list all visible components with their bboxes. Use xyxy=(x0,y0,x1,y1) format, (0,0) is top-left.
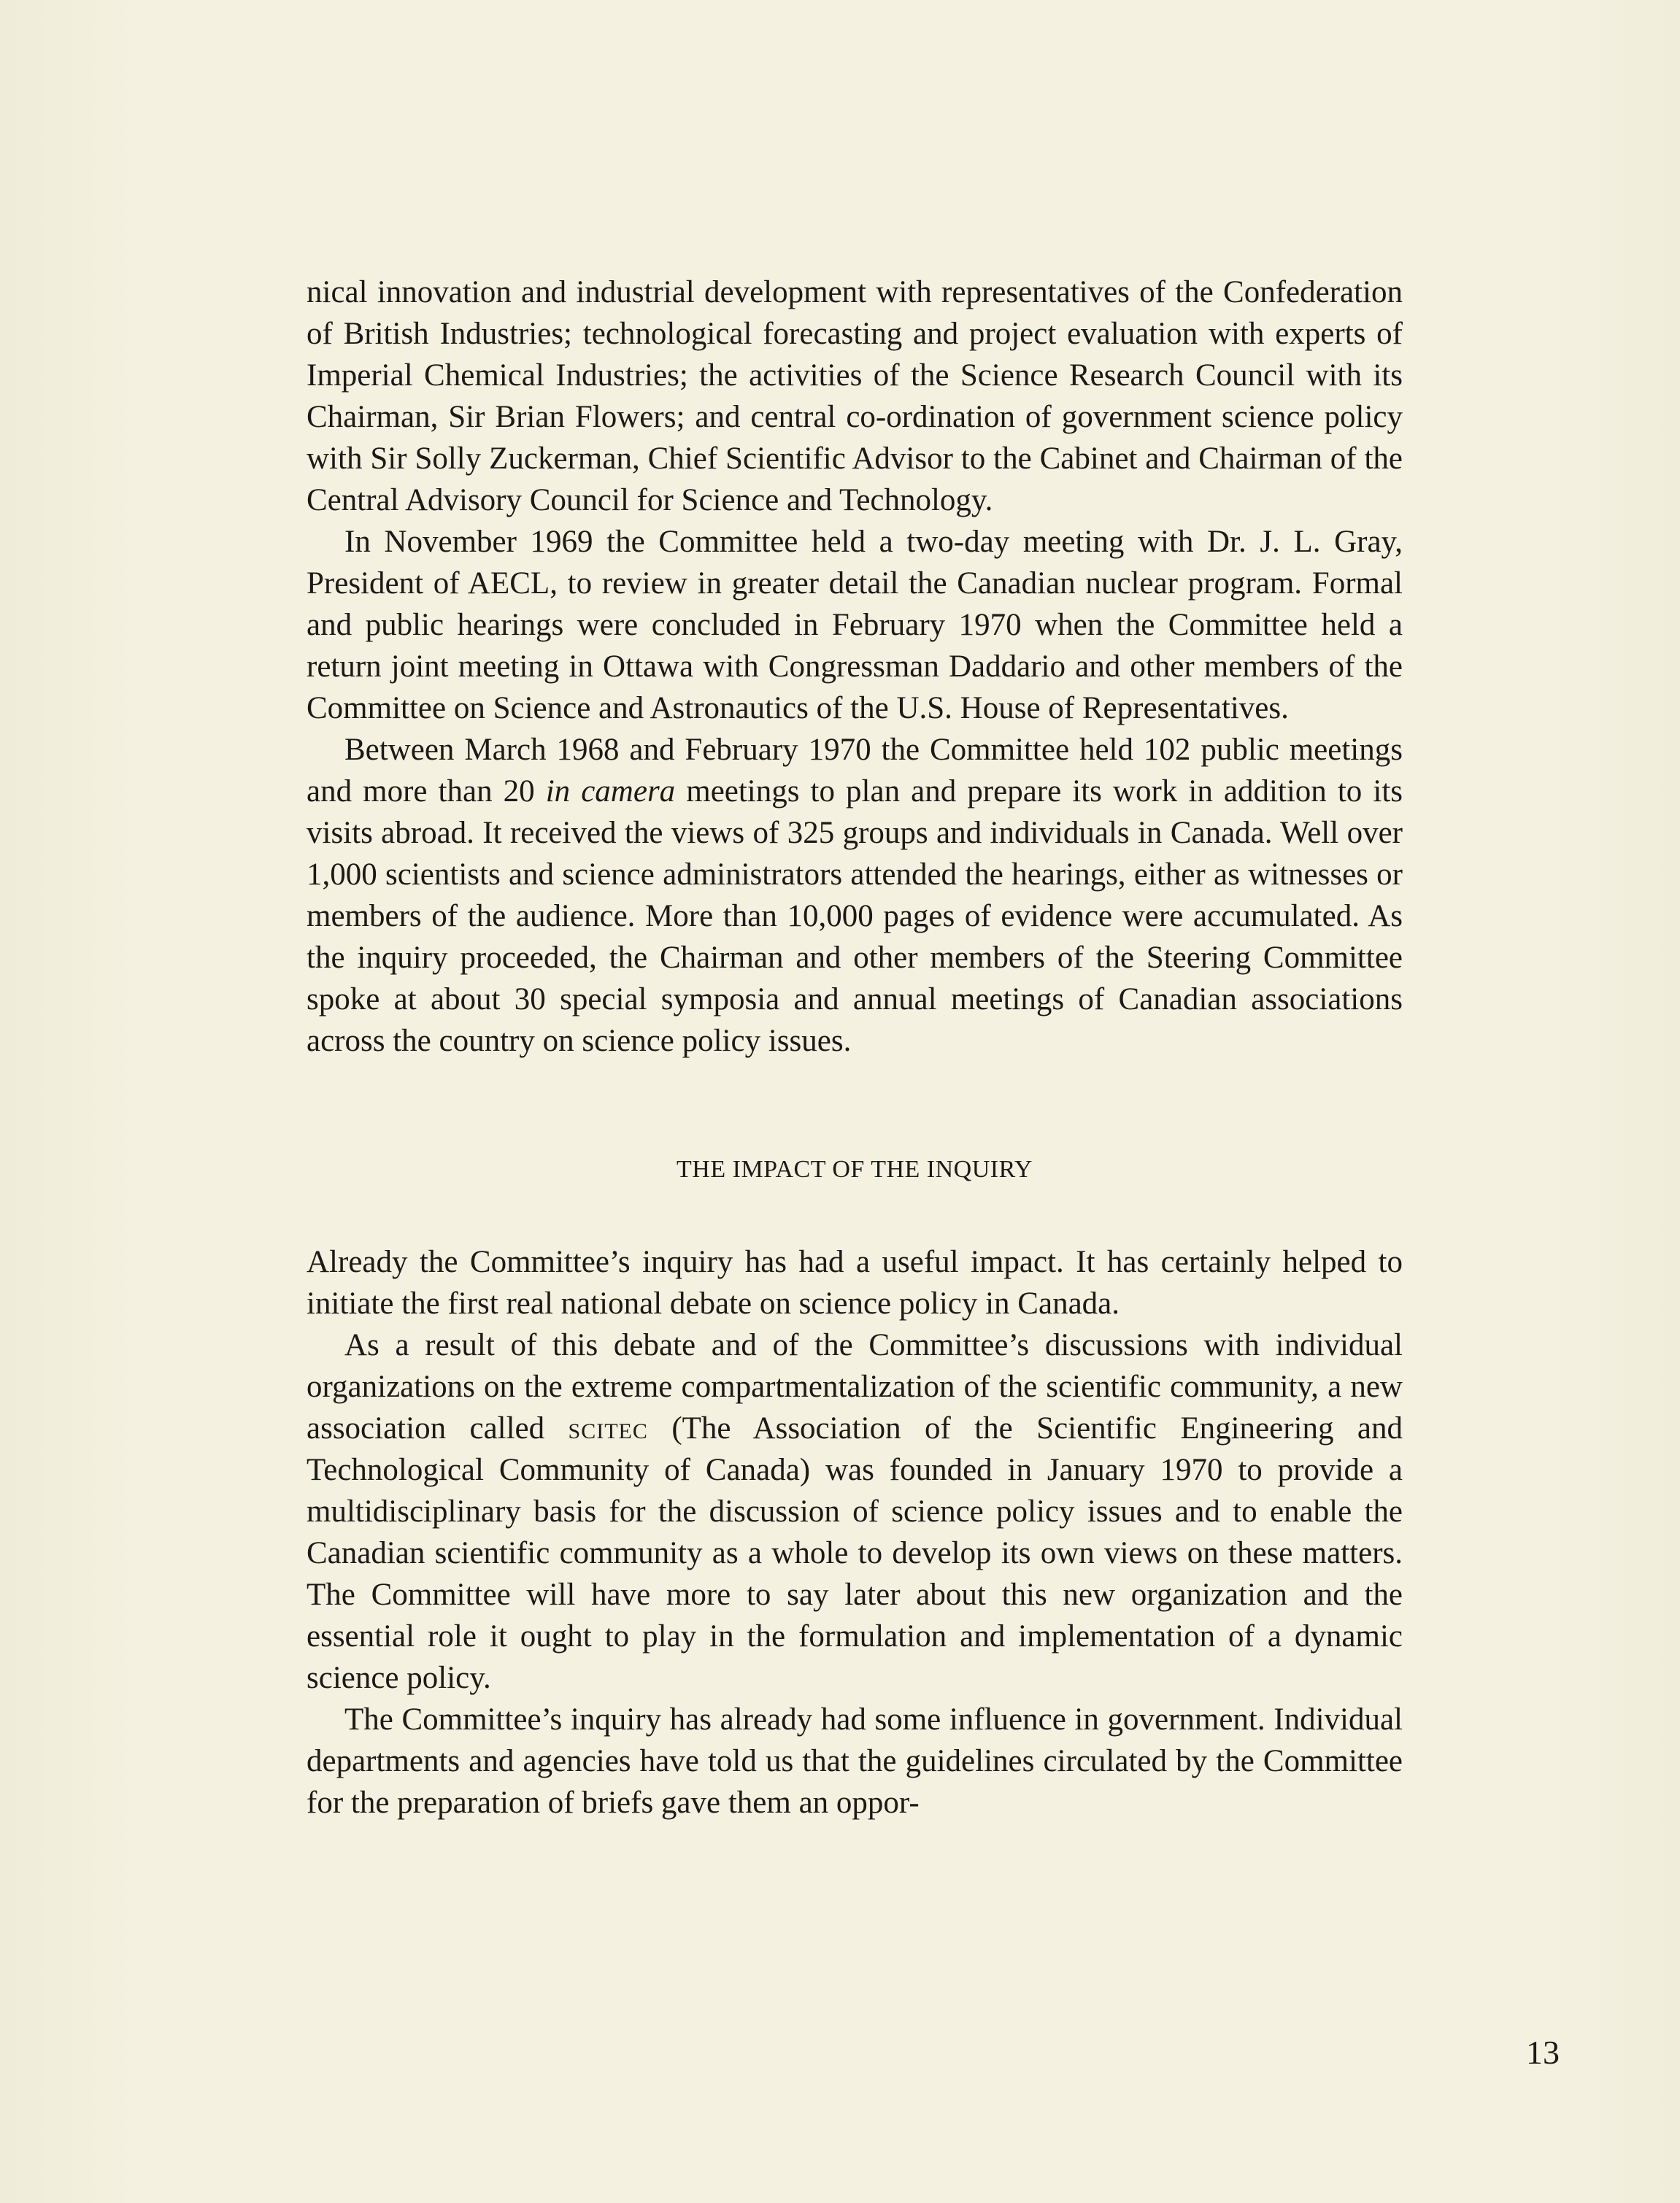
section-heading: THE IMPACT OF THE INQUIRY xyxy=(677,1156,1033,1183)
paragraph-3-text-b: meetings to plan and prepare its work in addition to its visits abroad. It received the views of 325 groups and individuals in Canada. Well over 1,000 scientists and science administrators attended the hearings, either as witnesses or members of the audience. More than 10,000 pages of evidence were accumulated. As the inquiry proceeded, the Chairman and other members of the Steering Committee spoke at about 30 special symposia and annual meetings of Canadian associations across the country on science policy issues. xyxy=(307,774,1403,1058)
paragraph-3-text-a: Between March 1968 and February 1970 the Committee held 102 public meetings and more than 20 xyxy=(307,733,1403,809)
paragraph-5-small-caps: scitec xyxy=(568,1411,648,1446)
paragraph-1: nical innovation and industrial development with representatives of the Confederation of British Industries; technological forecasting and project evaluation with experts of Imperial Chemical Industries; the activities of the Science Research Council with its Chairman, Sir Brian Flowers; and central co-ordination of government science policy with Sir Solly Zuckerman, Chief Scientific Advisor to the Cabinet and Chairman of the Central Advisory Council for Science and Technology. xyxy=(307,275,1403,517)
paragraph-5-text-b: (The Association of the Scientific Engineering and Technological Community of Canada) was founded in January 1970 to provide a multidisciplinary basis for the discussion of science policy issues and to enable the Canadian scientific community as a whole to develop its own views on these matters. The Committee will have more to say later about this new organization and the essential role it ought to play in the formulation and implementation of a dynamic science policy. xyxy=(307,1411,1403,1695)
paragraph-3-italic: in camera xyxy=(545,774,676,809)
paragraph-3 xyxy=(307,729,1403,1062)
paragraph-5 xyxy=(307,1324,1403,1699)
page-number: 13 xyxy=(1526,2034,1560,2071)
paragraph-6: The Committee’s inquiry has already had some influence in government. Individual departments and agencies have told us that the guidelines circulated by the Committee for the preparation of briefs gave them an oppor- xyxy=(307,1702,1403,1820)
paragraph-4: Already the Committee’s inquiry has had a useful impact. It has certainly helped to initiate the first real national debate on science policy in Canada. xyxy=(307,1245,1403,1321)
text-column xyxy=(307,271,1403,1824)
paragraph-2: In November 1969 the Committee held a two-day meeting with Dr. J. L. Gray, President of AECL, to review in greater detail the Canadian nuclear program. Formal and public hearings were concluded in February 1970 when the Committee held a return joint meeting in Ottawa with Congressman Daddario and other members of the Committee on Science and Astronautics of the U.S. House of Representatives. xyxy=(307,525,1403,725)
paragraph-5-text-a: As a result of this debate and of the Committee’s discussions with individual organizations on the extreme compartmentalization of the scientific community, a new association called xyxy=(307,1328,1403,1446)
